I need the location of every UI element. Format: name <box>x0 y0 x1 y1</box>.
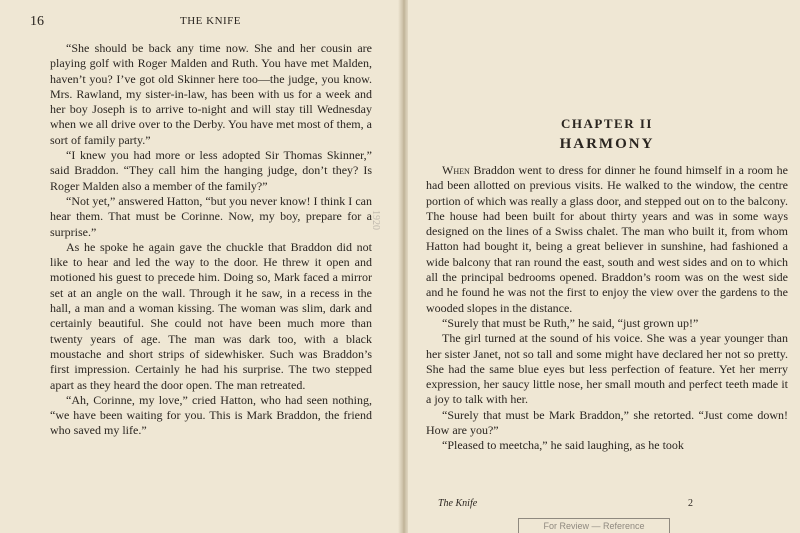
paragraph: “I knew you had more or less adopted Sir Thomas Skinner,” said Braddon. “They call him the hanging judge, don’t they? Is Roger Malden also a member of the family?” <box>50 148 372 193</box>
signature-title: The Knife <box>438 498 478 509</box>
right-page <box>408 0 800 533</box>
chapter-heading <box>426 116 788 153</box>
paragraph: “Not yet,” answered Hatton, “but you never know! I think I can hear them. That must be Corinne. Now, my boy, prepare for a surprise.” <box>50 193 372 239</box>
left-page-body <box>50 41 372 439</box>
page-number: 16 <box>30 14 44 29</box>
running-head: THE KNIFE <box>180 15 242 27</box>
paragraph: “Surely that must be Mark Braddon,” she retorted. “Just come down! How are you?” <box>426 407 788 438</box>
opening-paragraph <box>426 163 788 316</box>
chapter-number: CHAPTER II <box>561 116 653 131</box>
chapter-title: HARMONY <box>559 136 655 152</box>
paragraph: “Surely that must be Ruth,” he said, “just grown up!” <box>442 315 699 330</box>
paragraph: The girl turned at the sound of his voice. She was a year younger than her sister Janet, not so tall and some might have declared her not so pretty. She had the same blue eyes but less perfection of feature. Yet her merry expression, her saucy little nose, her small mouth and perfect teeth made it a joy to talk with her. <box>426 331 788 407</box>
opening-paragraph-text: Braddon went to dress for dinner he found himself in a room he had been allotted on previous visits. He walked to the window, the centre portion of which was really a glass door, and stepped out on to the balcony. The house had been built for about thirty years and was in some ways designed on the lines of a Swiss chalet. The man who built it, from whom Hatton had bought it, being a great believer in sunshine, had fashioned a wide balcony that ran round the east, south and west sides and on to which all the principal bedrooms opened. Braddon’s room was on the west side and he found he was not the first to enjoy the view over the gardens to the wooded slopes in the distance. <box>426 163 788 315</box>
paragraph: “Pleased to meetcha,” he said laughing, as he took <box>442 438 684 453</box>
lead-word: When <box>442 163 470 177</box>
paragraph: “Ah, Corinne, my love,” cried Hatton, who had seen nothing, “we have been waiting for you. This is Mark Braddon, the friend who saved my life.” <box>50 392 372 438</box>
margin-pencil-note: 1920 <box>370 210 381 230</box>
right-page-body <box>426 163 788 454</box>
signature-line <box>438 498 778 509</box>
paragraph: As he spoke he again gave the chuckle that Braddon did not like to hear and led the way to the door. He threw it open and motioned his guest to precede him. Doing so, Mark faced a mirror set at an angle on the wall. Through it he saw, in a recess in the hall, a man and a woman kissing. The woman was slim, dark and certainly beautiful. She could not have been much more than twenty years of age. The man was dark too, with a black moustache and short strips of sidewhisker. Such was Braddon’s first impression. Certainly he had his surprise. The two stepped apart as they heard the door open. The man retreated. <box>50 239 372 392</box>
library-stamp: For Review — Reference <box>518 518 670 533</box>
signature-number: 2 <box>688 498 693 509</box>
paragraph: “She should be back any time now. She and her cousin are playing golf with Roger Malden and Ruth. You have met Malden, haven’t you? I’ve got old Skinner here too—the judge, you know. Mrs. Rawland, my sister-in-law, has been with us for a week and her boy Joseph is to arrive to-night and will stay till Wednesday when we all drive over to the Derby. You have met most of them, a sort of family party.” <box>50 41 372 147</box>
